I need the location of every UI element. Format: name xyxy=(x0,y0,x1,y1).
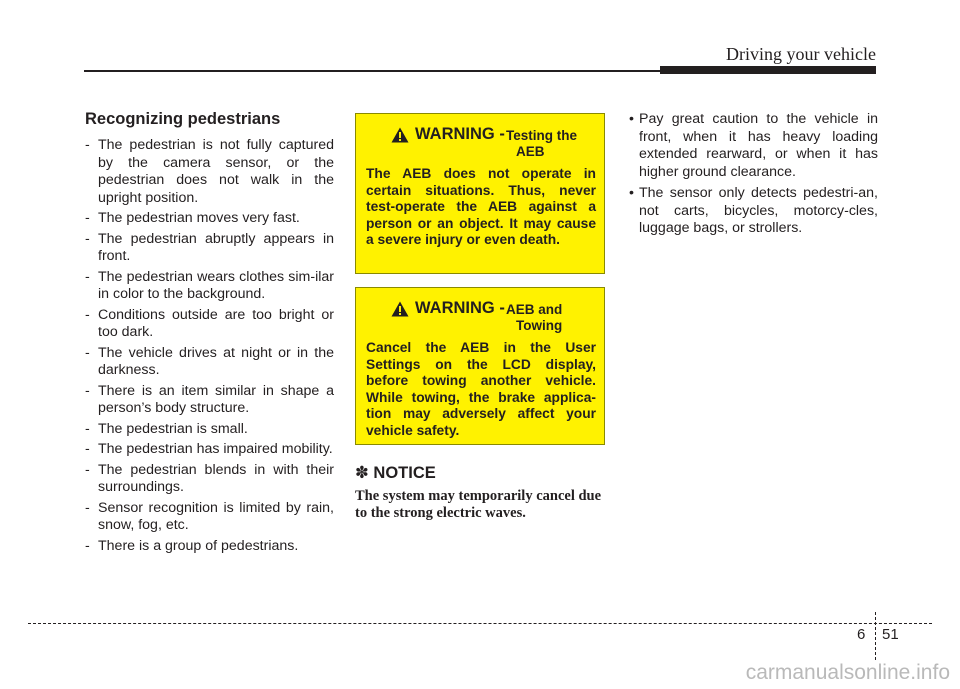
bullet-marker: • xyxy=(629,185,634,201)
warning-subtitle xyxy=(506,128,606,160)
pedestrian-conditions-list xyxy=(85,137,334,555)
list-item xyxy=(85,210,334,228)
dash-marker: - xyxy=(85,306,90,323)
list-item-text: The pedestrian abruptly appears in front. xyxy=(98,230,334,264)
footer-dashed-rule xyxy=(28,623,932,624)
warning-subtitle-line2: Towing xyxy=(516,318,563,333)
warning-subtitle-line1: Testing the xyxy=(506,128,578,143)
dash-marker: - xyxy=(85,344,90,361)
list-item-text: The pedestrian wears clothes sim-ilar in color to the background. xyxy=(98,268,334,302)
header-rule-thin xyxy=(84,70,664,72)
warning-header xyxy=(366,298,596,334)
list-item xyxy=(85,137,334,207)
right-column xyxy=(625,111,878,242)
list-item-text: Sensor recognition is limited by rain, snow, fog, etc. xyxy=(98,499,334,533)
list-item xyxy=(85,421,334,439)
list-item xyxy=(625,185,878,238)
list-item xyxy=(85,538,334,556)
warning-triangle-icon xyxy=(391,127,409,143)
section-heading-recognizing-pedestrians: Recognizing pedestrians xyxy=(85,110,281,128)
list-item-text: The pedestrian blends in with their surroundings. xyxy=(98,461,334,495)
notice-body: The system may temporarily cancel due to the strong electric waves. xyxy=(355,488,602,521)
dash-marker: - xyxy=(85,230,90,247)
chapter-number: 6 xyxy=(857,626,866,643)
list-item xyxy=(85,345,334,380)
list-item xyxy=(85,441,334,459)
list-item-text: The pedestrian moves very fast. xyxy=(98,210,300,226)
left-column xyxy=(85,110,334,558)
list-item xyxy=(85,462,334,497)
dash-marker: - xyxy=(85,210,90,226)
warning-box-testing-aeb xyxy=(355,113,605,274)
warning-subtitle-line2: AEB xyxy=(516,144,545,159)
list-item-text: The pedestrian is not fully captured by the camera sensor, or the pedestrian does not walk in the upright position. xyxy=(98,137,334,206)
dash-marker: - xyxy=(85,537,90,554)
list-item xyxy=(85,307,334,342)
warning-subtitle-line1: AEB and xyxy=(506,302,563,317)
list-item-text: Pay great caution to the vehicle in front, when it has heavy loading extended rearward, or when it has higher ground clearance. xyxy=(639,111,878,180)
warning-triangle-icon xyxy=(391,301,409,317)
list-item-text: There is an item similar in shape a person’s body structure. xyxy=(98,382,334,416)
warning-box-aeb-towing xyxy=(355,287,605,445)
dash-marker: - xyxy=(85,137,90,153)
dash-marker: - xyxy=(85,268,90,285)
page-header-title: Driving your vehicle xyxy=(726,44,876,64)
notice-heading: ✽ NOTICE xyxy=(355,464,436,482)
warning-body: Cancel the AEB in the User Settings on the LCD display, before towing another vehicle. While towing, the brake applica-tion may adversely affect your vehicle safety. xyxy=(366,340,596,438)
warning-body: The AEB does not operate in certain situations. Thus, never test-operate the AEB against a person or an object. It may cause a severe injury or even death. xyxy=(366,166,596,248)
dash-marker: - xyxy=(85,461,90,478)
dash-marker: - xyxy=(85,382,90,399)
list-item-text: The pedestrian has impaired mobility. xyxy=(98,441,333,457)
list-item-text: The vehicle drives at night or in the darkness. xyxy=(98,344,334,378)
list-item-text: There is a group of pedestrians. xyxy=(98,537,299,554)
list-item-text: The sensor only detects pedestri-an, not carts, bicycles, motorcy-cles, luggage bags, or strollers. xyxy=(639,185,878,236)
footer-vertical-rule xyxy=(875,612,876,660)
warning-subtitle xyxy=(506,302,606,334)
bullet-marker: • xyxy=(629,111,634,127)
list-item xyxy=(85,383,334,418)
page-number: 51 xyxy=(882,626,899,643)
list-item-text: The pedestrian is small. xyxy=(98,420,248,437)
warning-label: WARNING - xyxy=(415,125,505,143)
dash-marker: - xyxy=(85,499,90,516)
warning-label: WARNING - xyxy=(415,299,505,317)
watermark-text: carmanualsonline.info xyxy=(745,661,950,684)
list-item-text: Conditions outside are too bright or too dark. xyxy=(98,306,334,340)
dash-marker: - xyxy=(85,420,90,437)
list-item xyxy=(85,269,334,304)
list-item xyxy=(85,500,334,535)
warning-header xyxy=(366,124,596,160)
sensor-caution-list xyxy=(625,111,878,238)
header-rule-thick xyxy=(660,66,876,74)
dash-marker: - xyxy=(85,441,90,457)
list-item xyxy=(625,111,878,181)
list-item xyxy=(85,231,334,266)
notice-section xyxy=(355,463,607,522)
